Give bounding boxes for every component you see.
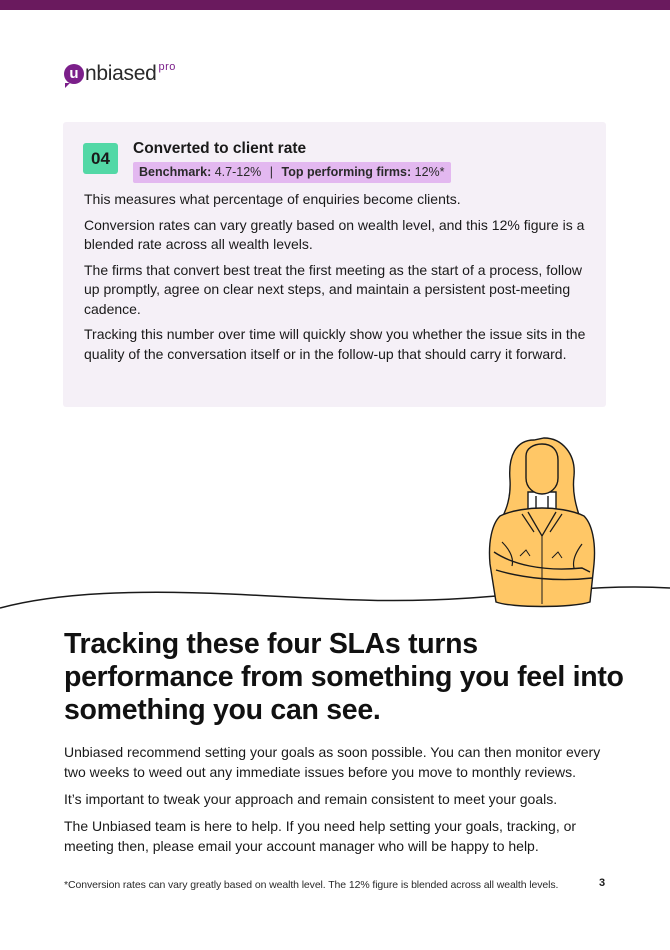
page-headline: Tracking these four SLAs turns performance from something you feel into something you can see. xyxy=(64,628,624,726)
sla-title: Converted to client rate xyxy=(133,140,307,157)
sla-paragraph: Tracking this number over time will quickly show you whether the issue sits in the quality of the conversation itself or in the follow-up that should carry it forward. xyxy=(84,326,586,362)
benchmark-value: 4.7-12% xyxy=(214,165,262,179)
sla-paragraph: This measures what percentage of enquiries become clients. xyxy=(84,191,461,207)
sla-number-badge: 04 xyxy=(83,143,118,174)
body-text xyxy=(64,742,609,863)
logo-mark-icon: u xyxy=(64,64,84,84)
footnote: *Conversion rates can vary greatly based on wealth level. The 12% figure is blended across all wealth levels. xyxy=(64,879,559,891)
sla-paragraph: The firms that convert best treat the first meeting as the start of a process, follow up promptly, agree on clear next steps, and maintain a persistent post-meeting cadence. xyxy=(84,261,582,317)
benchmark-separator: | xyxy=(269,165,274,179)
sla-card xyxy=(63,122,606,407)
top-performing-label: Top performing firms: xyxy=(281,165,412,179)
benchmark-pill xyxy=(133,162,451,183)
page-number: 3 xyxy=(599,877,606,889)
logo-suffix: pro xyxy=(158,61,176,73)
logo-wordmark: nbiased xyxy=(85,62,157,85)
sla-description xyxy=(84,190,594,370)
benchmark-label: Benchmark: xyxy=(139,165,212,179)
top-performing-value: 12%* xyxy=(414,165,445,179)
body-paragraph: Unbiased recommend setting your goals as soon possible. You can then monitor every two weeks to weed out any immediate issues before you move to monthly reviews. xyxy=(64,744,601,780)
sla-paragraph: Conversion rates can vary greatly based on wealth level, and this 12% figure is a blended rate across all wealth levels. xyxy=(84,216,585,252)
body-paragraph: It’s important to tweak your approach and remain consistent to meet your goals. xyxy=(64,791,558,807)
unbiased-pro-logo xyxy=(64,60,176,90)
body-paragraph: The Unbiased team is here to help. If you need help setting your goals, tracking, or meeting then, please email your account manager who will be happy to help. xyxy=(64,818,577,854)
top-accent-bar xyxy=(0,0,670,10)
woman-illustration xyxy=(482,432,602,622)
